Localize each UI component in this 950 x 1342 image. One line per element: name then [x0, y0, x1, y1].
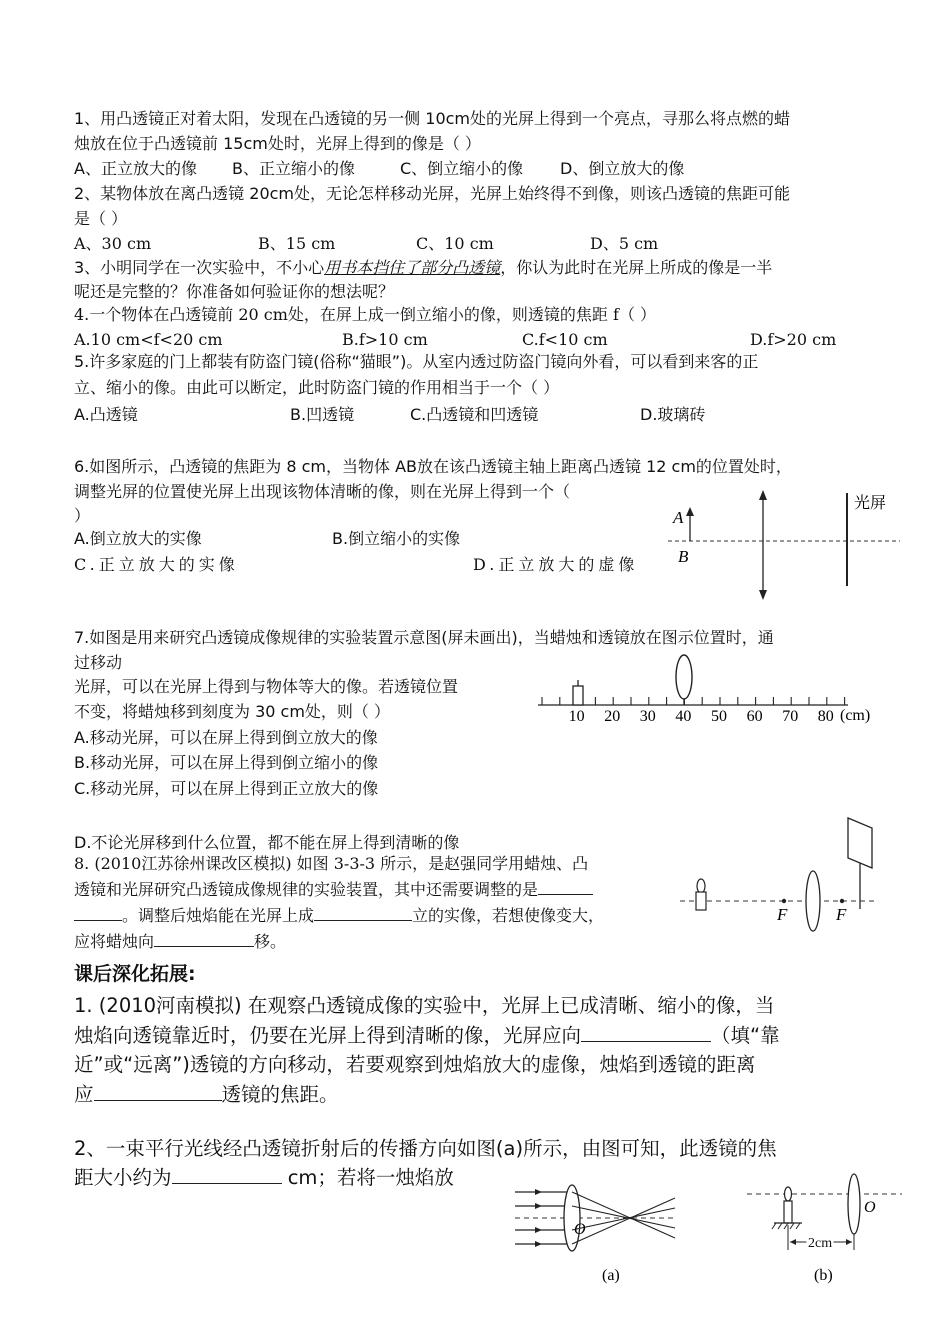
q2-line2: 是（ ）: [74, 209, 128, 228]
q2-option-b: B、15 cm: [258, 234, 336, 253]
q8-blank-2[interactable]: [314, 906, 412, 921]
q4-option-d: D.f>20 cm: [750, 330, 837, 349]
q7-tick-label: 40: [675, 708, 692, 725]
q8-blank-1a[interactable]: [538, 880, 593, 895]
ex2-line2-post: cm；若将一烛焰放: [281, 1166, 454, 1189]
q1-line2: 烛放在位于凸透镜前 15cm处时，光屏上得到的像是（ ）: [74, 134, 481, 153]
q6-screen-label: 光屏: [854, 495, 887, 512]
q1-line1: 1、用凸透镜正对着太阳，发现在凸透镜的另一侧 10cm处的光屏上得到一个亮点，寻那么将点燃的蜡: [74, 109, 791, 128]
q8-line3-text-b: 立的实像，若想使像变大，: [412, 906, 605, 925]
q7-tick-label: 10: [568, 708, 585, 725]
q5-line2: 立、缩小的像。由此可以断定，此时防盗门镜的作用相当于一个（ ）: [74, 378, 560, 397]
ex1-line1: 1. (2010河南模拟) 在观察凸透镜成像的实验中，光屏上已成清晰、缩小的像，当: [74, 994, 775, 1017]
q5-line1: 5.许多家庭的门上都装有防盗门镜(俗称“猫眼”)。从室内透过防盗门镜向外看，可以看到来客的正: [74, 352, 759, 371]
q7-line3: 光屏，可以在光屏上得到与物体等大的像。若透镜位置: [74, 677, 459, 696]
q8-line4-pre: 应将蜡烛向: [74, 932, 155, 951]
ex2-fig-b-caption: (b): [814, 1267, 833, 1284]
q4-line1: 4.一个物体在凸透镜前 20 cm处，在屏上成一倒立缩小的像，则透镜的焦距 f（ ）: [74, 305, 657, 324]
q6-option-b: B.倒立缩小的实像: [332, 529, 461, 548]
q1-option-b: B、正立缩小的像: [232, 159, 355, 178]
q7-line1: 7.如图是用来研究凸透镜成像规律的实验装置示意图(屏未画出)，当蜡烛和透镜放在图示位置时，通: [74, 628, 774, 647]
ex2-figure-b: [742, 1180, 912, 1286]
q8-blank-3[interactable]: [154, 932, 254, 947]
ex2-blank-1[interactable]: [172, 1165, 282, 1184]
ex2-line2: [74, 1164, 454, 1192]
q8-line3: [74, 905, 604, 927]
q1-option-c: C、倒立缩小的像: [400, 159, 524, 178]
q8-line2-text: 透镜和光屏研究凸透镜成像规律的实验装置，其中还需要调整的是: [74, 880, 539, 899]
ex2-line2-pre: 距大小约为: [74, 1166, 172, 1189]
q7-unit-label: (cm): [840, 707, 871, 724]
q8-line3-text-a: 。调整后烛焰能在光屏上成: [122, 906, 315, 925]
ex1-line2-post: （填“靠: [711, 1024, 780, 1047]
q7-tick-label: 70: [782, 708, 799, 725]
q8-focus-1: F: [777, 905, 788, 924]
q3-line2: 呢还是完整的？你准备如何验证你的想法呢？: [74, 282, 395, 301]
ex2-fig-b-distance: 2cm: [808, 1236, 833, 1251]
q5-option-d: D.玻璃砖: [640, 405, 706, 424]
ex2-fig-a-o: O: [574, 1221, 586, 1238]
q4-option-b: B.f>10 cm: [342, 330, 428, 349]
ex1-blank-2[interactable]: [94, 1082, 222, 1101]
q7-tick-label: 50: [711, 708, 727, 725]
q3-line1: [74, 257, 772, 279]
q7-tick-marks: [542, 697, 845, 705]
ex2-fig-a-caption: (a): [602, 1267, 620, 1284]
q7-tick-labels: [569, 708, 834, 725]
q2-option-a: A、30 cm: [74, 234, 152, 253]
q8-line2: [74, 879, 593, 901]
q7-tick-label: 60: [746, 708, 763, 725]
q5-option-a: A.凸透镜: [74, 405, 138, 424]
q8-line4: [74, 931, 286, 953]
q1-option-a: A、正立放大的像: [74, 159, 197, 178]
q5-option-c: C.凸透镜和凹透镜: [410, 405, 539, 424]
ex2-line1: 2、一束平行光线经凸透镜折射后的传播方向如图(a)所示，由图可知，此透镜的焦: [74, 1137, 777, 1160]
q2-option-c: C、10 cm: [416, 234, 494, 253]
q8-figure: [676, 812, 886, 942]
q7-tick-label: 30: [639, 708, 656, 725]
q7-line2: 过移动: [74, 653, 123, 672]
section-title: 课后深化拓展:: [74, 963, 196, 985]
q6-figure: [660, 488, 910, 600]
q3-pre: 3、小明同学在一次实验中，不小心: [74, 258, 325, 277]
q4-option-a: A.10 cm<f<20 cm: [74, 330, 223, 349]
ex1-line4-post: 透镜的焦距。: [221, 1083, 339, 1106]
q2-line1: 2、某物体放在离凸透镜 20cm处，无论怎样移动光屏，光屏上始终得不到像，则该凸透镜的焦距可能: [74, 184, 791, 203]
q6-label-a: A: [673, 508, 684, 527]
q7-option-c: C.移动光屏，可以在屏上得到正立放大的像: [74, 779, 379, 798]
q2-option-d: D、5 cm: [590, 234, 659, 253]
q7-option-a: A.移动光屏，可以在屏上得到倒立放大的像: [74, 728, 378, 747]
ex1-blank-1[interactable]: [581, 1023, 711, 1042]
q6-line1: 6.如图所示，凸透镜的焦距为 8 cm，当物体 AB放在该凸透镜主轴上距离凸透镜 12 cm的位置处时，: [74, 457, 792, 476]
ex2-fig-b-o: O: [864, 1199, 876, 1216]
q7-tick-label: 20: [604, 708, 621, 725]
q3-post: ，你认为此时在光屏上所成的像是一半: [500, 258, 773, 277]
q8-focus-2: F: [836, 905, 847, 924]
ex1-line4: [74, 1081, 339, 1109]
q7-option-d: D.不论光屏移到什么位置，都不能在屏上得到清晰的像: [74, 833, 460, 852]
q5-option-b: B.凹透镜: [290, 405, 355, 424]
q1-option-d: D、倒立放大的像: [560, 159, 685, 178]
q6-line3: ）: [74, 506, 91, 525]
q3-underlined: 用书本挡住了部分凸透镜: [324, 258, 501, 277]
q6-label-b: B: [678, 547, 689, 566]
ex1-line2-pre: 烛焰向透镜靠近时，仍要在光屏上得到清晰的像，光屏应向: [74, 1024, 582, 1047]
q7-tick-label: 80: [817, 708, 834, 725]
ex1-line3: 近”或“远离”)透镜的方向移动，若要观察到烛焰放大的虚像，烛焰到透镜的距离: [74, 1053, 756, 1076]
q8-blank-1b[interactable]: [74, 906, 122, 921]
q6-line2: 调整光屏的位置使光屏上出现该物体清晰的像，则在光屏上得到一个（: [74, 482, 571, 501]
q7-line4: 不变，将蜡烛移到刻度为 30 cm处，则（ ）: [74, 702, 391, 721]
ex2-figure-a: [510, 1180, 700, 1286]
q8-line1: 8. (2010江苏徐州课改区模拟) 如图 3-3-3 所示，是赵强同学用蜡烛、凸: [74, 854, 589, 873]
q6-option-c: C.正立放大的实像: [74, 555, 239, 574]
q6-option-d: D.正立放大的虚像: [473, 555, 639, 574]
q7-option-b: B.移动光屏，可以在屏上得到倒立缩小的像: [74, 753, 379, 772]
ex1-line4-pre: 应: [74, 1083, 94, 1106]
q6-option-a: A.倒立放大的实像: [74, 529, 202, 548]
q7-figure: [530, 650, 890, 732]
q8-line4-post: 移。: [254, 932, 287, 951]
q4-option-c: C.f<10 cm: [522, 330, 608, 349]
ex1-line2: [74, 1022, 780, 1050]
